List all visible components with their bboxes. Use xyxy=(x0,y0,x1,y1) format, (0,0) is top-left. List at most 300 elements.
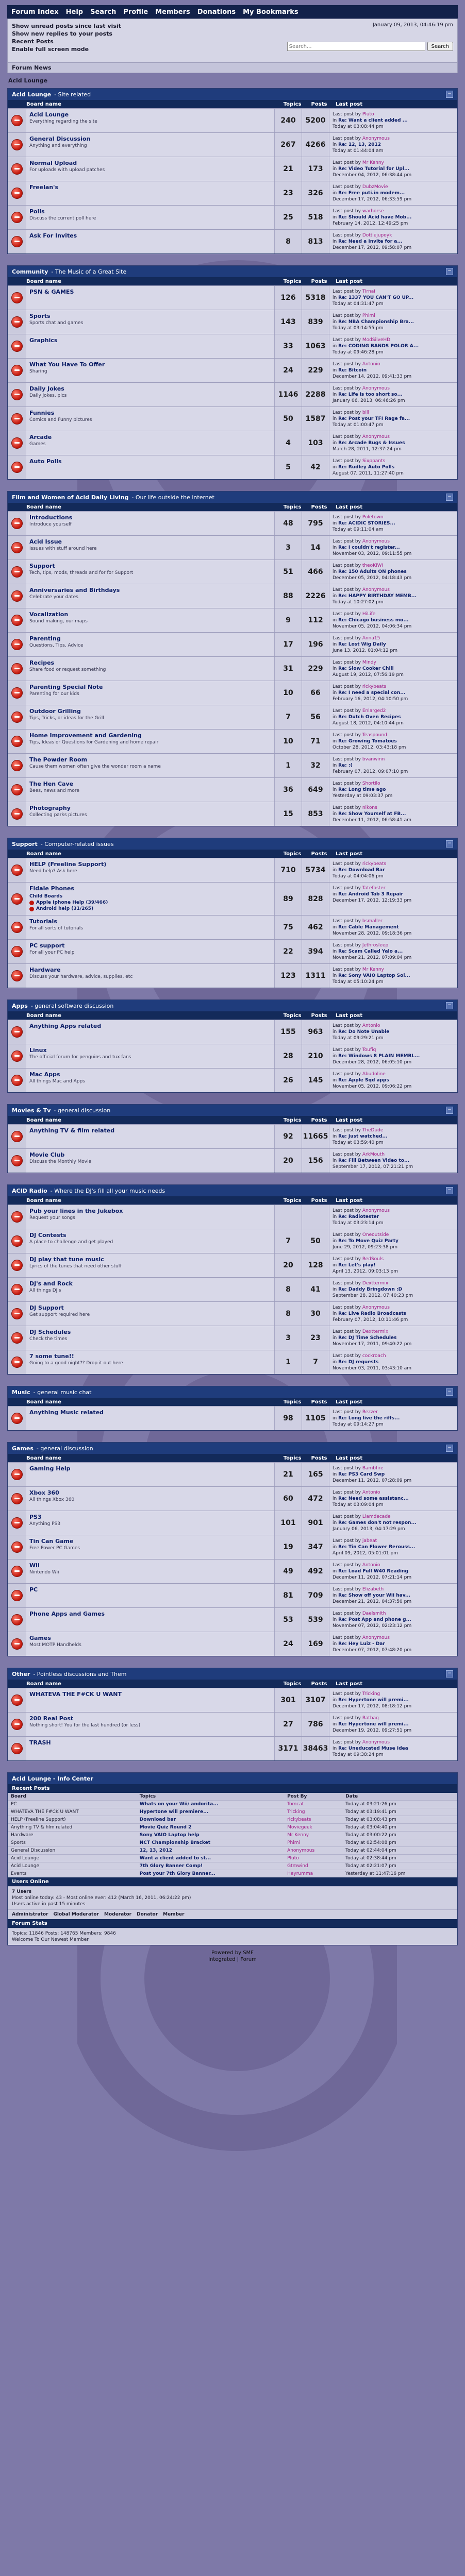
last-post-author[interactable]: Anonymous xyxy=(362,587,390,592)
last-post-subject[interactable] xyxy=(333,343,454,349)
category-name[interactable]: Apps xyxy=(12,1002,28,1009)
board-name-link[interactable]: Acid Issue xyxy=(29,538,62,545)
last-post-author[interactable]: Dexttermix xyxy=(362,1281,389,1286)
last-post-author[interactable]: Toufiq xyxy=(362,1047,376,1053)
last-post-subject[interactable] xyxy=(333,1158,454,1164)
category-header[interactable] xyxy=(8,1386,457,1398)
last-post-title[interactable]: Re: NBA Championship Bra... xyxy=(338,319,414,325)
recent-topic[interactable]: Movie Quiz Round 2 xyxy=(137,1824,284,1832)
board-name-link[interactable]: Outdoor Grilling xyxy=(29,708,81,715)
quick-link[interactable]: Show new replies to your posts xyxy=(12,30,112,37)
board-name-link[interactable]: Ask For Invites xyxy=(29,232,77,239)
board-name-link[interactable]: Wii xyxy=(29,1562,40,1569)
last-post-author[interactable]: ModSilveHD xyxy=(362,337,391,343)
last-post-title[interactable]: Re: DJ Time Schedules xyxy=(338,1335,397,1341)
last-post-author[interactable]: Sixppants xyxy=(362,459,386,464)
board-name-link[interactable]: Tutorials xyxy=(29,918,57,925)
search-button[interactable]: Search xyxy=(427,42,453,51)
board-name-link[interactable]: Arcade xyxy=(29,434,52,440)
last-post-author[interactable]: Elizabeth xyxy=(362,1587,384,1592)
board-status-icon[interactable] xyxy=(11,188,23,199)
board-name-link[interactable]: The Powder Room xyxy=(29,756,88,763)
collapse-icon[interactable]: − xyxy=(446,840,453,848)
last-post-author[interactable]: Oneoutside xyxy=(362,1232,389,1238)
nav-item-forum-index[interactable]: Forum Index xyxy=(11,8,59,16)
last-post-title[interactable]: Re: Fill Between Video to... xyxy=(338,1158,410,1163)
board-name-link[interactable]: Introductions xyxy=(29,514,73,521)
board-status-icon[interactable] xyxy=(11,566,23,578)
last-post-subject[interactable] xyxy=(333,1311,454,1317)
board-status-icon[interactable] xyxy=(11,970,23,981)
last-post-author[interactable]: Tirnai xyxy=(362,289,375,294)
board-status-icon[interactable] xyxy=(11,542,23,553)
recent-board[interactable]: Acid Lounge xyxy=(8,1862,137,1870)
board-status-icon[interactable] xyxy=(11,1050,23,1062)
membergroup-member[interactable]: Member xyxy=(163,1912,185,1917)
last-post-title[interactable]: Re: Cable Management xyxy=(338,925,399,930)
board-status-icon[interactable] xyxy=(11,865,23,876)
category-header[interactable] xyxy=(8,492,457,503)
board-name-link[interactable]: PSN & GAMES xyxy=(29,289,74,295)
last-post-title[interactable]: Re: DJ requests xyxy=(338,1360,379,1365)
last-post-subject[interactable] xyxy=(333,1133,454,1140)
last-post-author[interactable]: Anonymous xyxy=(362,386,390,391)
board-status-icon[interactable] xyxy=(11,922,23,933)
recent-board[interactable]: Anything TV & film related xyxy=(8,1824,137,1832)
last-post-subject[interactable] xyxy=(333,416,454,422)
last-post-author[interactable]: cockroach xyxy=(362,1353,386,1359)
last-post-author[interactable]: Enlarged2 xyxy=(362,708,386,714)
recent-topic[interactable]: Sony VAIO Laptop help xyxy=(137,1832,284,1839)
board-name-link[interactable]: Polls xyxy=(29,208,45,215)
last-post-author[interactable]: Liamdecade xyxy=(362,1514,391,1519)
category-name[interactable]: Acid Lounge xyxy=(12,91,52,98)
last-post-subject[interactable] xyxy=(333,1286,454,1293)
board-name-link[interactable]: Linux xyxy=(29,1047,47,1054)
board-name-link[interactable]: Mac Apps xyxy=(29,1071,60,1078)
last-post-subject[interactable] xyxy=(333,569,454,575)
last-post-title[interactable]: Re: Just watched... xyxy=(338,1134,388,1139)
last-post-subject[interactable] xyxy=(333,1214,454,1220)
recent-board[interactable]: Acid Lounge xyxy=(8,1855,137,1862)
board-name-link[interactable]: Anything Apps related xyxy=(29,1023,102,1029)
board-name-link[interactable]: Recipes xyxy=(29,659,55,666)
last-post-title[interactable]: Re: CODING BANDS POLOR A... xyxy=(338,344,419,349)
last-post-title[interactable]: Re: ACIDIC STORIES... xyxy=(338,521,395,526)
recent-topic[interactable]: Whats on your Wii/ andorita... xyxy=(137,1801,284,1808)
last-post-author[interactable]: warhorse xyxy=(362,209,384,214)
last-post-title[interactable]: Re: Arcade Bugs & Issues xyxy=(338,440,405,446)
board-status-icon[interactable] xyxy=(11,341,23,352)
last-post-title[interactable]: Re: I couldn't register... xyxy=(338,545,400,550)
child-board-link[interactable] xyxy=(29,906,271,911)
last-post-author[interactable]: Shortilo xyxy=(362,781,380,786)
board-status-icon[interactable] xyxy=(11,1493,23,1504)
nav-item-help[interactable]: Help xyxy=(65,8,84,16)
last-post-author[interactable]: Anonymous xyxy=(362,434,390,439)
board-name-link[interactable]: Anything TV & film related xyxy=(29,1127,115,1134)
board-status-icon[interactable] xyxy=(11,1719,23,1730)
category-name[interactable]: ACID Radio xyxy=(12,1187,47,1194)
last-post-subject[interactable] xyxy=(333,1238,454,1244)
last-post-subject[interactable] xyxy=(333,142,454,148)
footer-powered[interactable]: Powered by SMF xyxy=(211,1950,254,1956)
nav-item-my-bookmarks[interactable]: My Bookmarks xyxy=(243,8,298,16)
board-name-link[interactable]: DJ play that tune music xyxy=(29,1256,104,1263)
board-name-link[interactable]: DJ Support xyxy=(29,1304,64,1311)
board-name-link[interactable]: Sports xyxy=(29,313,51,319)
category-header[interactable] xyxy=(8,1668,457,1680)
category-header[interactable] xyxy=(8,838,457,850)
forum-news-bar[interactable]: Forum News xyxy=(7,63,458,73)
recent-topic[interactable]: Want a client added to st... xyxy=(137,1855,284,1862)
category-header[interactable] xyxy=(8,1105,457,1116)
board-status-icon[interactable] xyxy=(11,1743,23,1754)
last-post-title[interactable]: Re: Long time ago xyxy=(338,787,386,792)
board-name-link[interactable]: Xbox 360 xyxy=(29,1489,59,1496)
recent-board[interactable]: Sports xyxy=(8,1839,137,1847)
last-post-title[interactable]: Re: :( xyxy=(338,763,353,768)
last-post-subject[interactable] xyxy=(333,166,454,172)
board-name-link[interactable]: Acid Lounge xyxy=(29,111,69,118)
membergroup-donator[interactable]: Donator xyxy=(137,1912,158,1917)
last-post-author[interactable]: Jethrosleep xyxy=(362,943,389,948)
last-post-author[interactable]: Bambfire xyxy=(362,1466,384,1471)
category-header[interactable] xyxy=(8,1000,457,1011)
last-post-title[interactable]: Re: Hey Luiz - Dar xyxy=(338,1641,385,1647)
last-post-author[interactable]: Abudoline xyxy=(362,1072,386,1077)
last-post-title[interactable]: Re: Android Tab 3 Repair xyxy=(338,892,404,897)
recent-author[interactable]: Pluto xyxy=(284,1855,342,1862)
board-name-link[interactable]: Fidale Phones xyxy=(29,885,74,892)
board-status-icon[interactable] xyxy=(11,1541,23,1553)
footer-links[interactable]: Integrated | Forum xyxy=(208,1957,257,1962)
recent-topic[interactable]: Post your 7th Glory Banner... xyxy=(137,1870,284,1878)
collapse-icon[interactable]: − xyxy=(446,1670,453,1677)
last-post-subject[interactable] xyxy=(333,1471,454,1478)
last-post-subject[interactable] xyxy=(333,1029,454,1035)
last-post-title[interactable]: Re: Rudley Auto Polls xyxy=(338,465,395,470)
board-status-icon[interactable] xyxy=(11,1332,23,1344)
last-post-subject[interactable] xyxy=(333,1415,454,1421)
membergroup-administrator[interactable]: Administrator xyxy=(12,1912,48,1917)
nav-item-search[interactable]: Search xyxy=(90,8,117,16)
board-status-icon[interactable] xyxy=(11,316,23,328)
category-header[interactable] xyxy=(8,89,457,100)
last-post-author[interactable]: Ratbag xyxy=(362,1716,379,1721)
last-post-title[interactable]: Re: Let's play! xyxy=(338,1263,376,1268)
last-post-author[interactable]: Tricking xyxy=(362,1691,380,1697)
last-post-subject[interactable] xyxy=(333,811,454,817)
last-post-title[interactable]: Re: Chicago business mo... xyxy=(338,618,409,623)
board-name-link[interactable]: Parenting Special Note xyxy=(29,684,103,690)
board-name-link[interactable]: Anything Music related xyxy=(29,1409,104,1416)
last-post-author[interactable]: Antonio xyxy=(362,1023,380,1028)
board-name-link[interactable]: PS3 xyxy=(29,1514,42,1520)
last-post-subject[interactable] xyxy=(333,1592,454,1599)
category-name[interactable]: Other xyxy=(12,1670,30,1677)
category-name[interactable]: Support xyxy=(12,840,38,848)
board-name-link[interactable]: Home Improvement and Gardening xyxy=(29,732,142,739)
board-status-icon[interactable] xyxy=(11,1131,23,1142)
last-post-author[interactable]: Tatefaster xyxy=(362,886,386,891)
last-post-subject[interactable] xyxy=(333,520,454,527)
last-post-subject[interactable] xyxy=(333,190,454,196)
last-post-title[interactable]: Re: Life is too short so... xyxy=(338,392,403,397)
last-post-subject[interactable] xyxy=(333,392,454,398)
last-post-author[interactable]: Anonymous xyxy=(362,1305,390,1310)
last-post-author[interactable]: bvanwinn xyxy=(362,757,385,762)
search-input[interactable] xyxy=(287,42,425,51)
collapse-icon[interactable]: − xyxy=(446,1388,453,1396)
last-post-subject[interactable] xyxy=(333,214,454,221)
last-post-author[interactable]: RedSouls xyxy=(362,1257,384,1262)
last-post-subject[interactable] xyxy=(333,367,454,374)
last-post-title[interactable]: Re: Free puti.in modem... xyxy=(338,191,405,196)
board-status-icon[interactable] xyxy=(11,437,23,449)
recent-author[interactable]: rickybeats xyxy=(284,1816,342,1824)
board-status-icon[interactable] xyxy=(11,518,23,529)
board-name-link[interactable]: Anniversaries and Birthdays xyxy=(29,587,120,594)
last-post-title[interactable]: Re: HAPPY BIRTHDAY MEMB... xyxy=(338,594,417,599)
board-name-link[interactable]: Games xyxy=(29,1635,51,1641)
board-name-link[interactable]: Freelan's xyxy=(29,184,59,191)
last-post-title[interactable]: Re: Hypertone will premi... xyxy=(338,1698,409,1703)
board-name-link[interactable]: Pub your lines in the Jukebox xyxy=(29,1208,123,1214)
category-name[interactable]: Games xyxy=(12,1445,34,1452)
board-status-icon[interactable] xyxy=(11,413,23,425)
last-post-subject[interactable] xyxy=(333,1520,454,1526)
board-status-icon[interactable] xyxy=(11,1211,23,1223)
board-name-link[interactable]: PC xyxy=(29,1586,38,1593)
board-status-icon[interactable] xyxy=(11,1694,23,1706)
board-status-icon[interactable] xyxy=(11,808,23,820)
recent-board[interactable]: Events xyxy=(8,1870,137,1878)
last-post-author[interactable]: Anonymous xyxy=(362,136,390,141)
board-status-icon[interactable] xyxy=(11,946,23,957)
last-post-author[interactable]: Phimi xyxy=(362,313,375,318)
last-post-author[interactable]: Poletown xyxy=(362,515,384,520)
nav-item-members[interactable]: Members xyxy=(155,8,190,16)
board-status-icon[interactable] xyxy=(11,365,23,376)
recent-author[interactable]: Tomcat xyxy=(284,1801,342,1808)
board-status-icon[interactable] xyxy=(11,1638,23,1650)
board-status-icon[interactable] xyxy=(11,784,23,795)
last-post-author[interactable]: Daelsmith xyxy=(362,1611,386,1616)
last-post-title[interactable]: Re: Do Note Unable xyxy=(338,1029,390,1035)
last-post-author[interactable]: Dexttermix xyxy=(362,1329,389,1334)
board-status-icon[interactable] xyxy=(11,1566,23,1577)
last-post-title[interactable]: Re: Need some assistanc... xyxy=(338,1496,409,1501)
last-post-subject[interactable] xyxy=(333,1697,454,1703)
board-status-icon[interactable] xyxy=(11,236,23,247)
board-name-link[interactable]: 200 Real Post xyxy=(29,1715,74,1722)
last-post-author[interactable]: HiLife xyxy=(362,612,376,617)
board-name-link[interactable]: WHATEVA THE F#CK U WANT xyxy=(29,1691,122,1698)
last-post-title[interactable]: Re: Sony VAIO Laptop Sol... xyxy=(338,973,410,978)
membergroup-global-moderator[interactable]: Global Moderator xyxy=(53,1912,99,1917)
last-post-title[interactable]: Re: Bitcoin xyxy=(338,368,367,373)
last-post-subject[interactable] xyxy=(333,762,454,769)
last-post-title[interactable]: Re: 12, 13, 2012 xyxy=(338,142,381,147)
last-post-title[interactable]: Re: Post App and phone g... xyxy=(338,1617,411,1622)
last-post-title[interactable]: Re: PS3 Card Swp xyxy=(338,1472,385,1477)
last-post-title[interactable]: Re: Video Tutorial for Upl... xyxy=(338,166,410,172)
last-post-author[interactable]: bsmaller xyxy=(362,919,383,924)
board-status-icon[interactable] xyxy=(11,462,23,473)
board-name-link[interactable]: Movie Club xyxy=(29,1151,65,1158)
last-post-author[interactable]: Anonymous xyxy=(362,1208,390,1213)
last-post-title[interactable]: Re: Radiotester xyxy=(338,1214,379,1219)
recent-board[interactable]: Hardware xyxy=(8,1832,137,1839)
last-post-author[interactable]: Anonymous xyxy=(362,539,390,544)
last-post-subject[interactable] xyxy=(333,464,454,470)
recent-topic[interactable]: 7th Glory Banner Comp! xyxy=(137,1862,284,1870)
last-post-title[interactable]: Re: Tin Can Flower Rerouss... xyxy=(338,1545,416,1550)
board-status-icon[interactable] xyxy=(11,1260,23,1271)
board-status-icon[interactable] xyxy=(11,1155,23,1166)
last-post-subject[interactable] xyxy=(333,1077,454,1083)
last-post-author[interactable]: bill xyxy=(362,410,370,415)
category-name[interactable]: Film and Women of Acid Daily Living xyxy=(12,494,129,501)
board-status-icon[interactable] xyxy=(11,893,23,905)
collapse-icon[interactable]: − xyxy=(446,494,453,501)
last-post-author[interactable]: jabeat xyxy=(362,1538,377,1544)
last-post-author[interactable]: rickybeats xyxy=(362,861,387,867)
last-post-author[interactable]: Anonymous xyxy=(362,1635,390,1640)
membergroup-moderator[interactable]: Moderator xyxy=(104,1912,132,1917)
category-header[interactable] xyxy=(8,1443,457,1454)
board-name-link[interactable]: Phone Apps and Games xyxy=(29,1611,105,1617)
last-post-title[interactable]: Re: 150 Adults ON phones xyxy=(338,569,407,574)
last-post-title[interactable]: Re: Post your TFI Rage fa... xyxy=(338,416,410,421)
recent-author[interactable]: Moviegeek xyxy=(284,1824,342,1832)
board-status-icon[interactable] xyxy=(11,1413,23,1424)
last-post-title[interactable]: Re: Uneducated Muse Idea xyxy=(338,1746,408,1751)
collapse-icon[interactable]: − xyxy=(446,1187,453,1194)
recent-author[interactable]: Tricking xyxy=(284,1808,342,1816)
recent-topic[interactable]: 12, 13, 2012 xyxy=(137,1847,284,1855)
last-post-author[interactable]: DubzMovie xyxy=(362,184,388,190)
last-post-subject[interactable] xyxy=(333,1359,454,1365)
quick-link[interactable]: Recent Posts xyxy=(12,38,54,45)
collapse-icon[interactable]: − xyxy=(446,1445,453,1452)
board-name-link[interactable]: Vocalization xyxy=(29,611,69,618)
quick-link[interactable]: Enable full screen mode xyxy=(12,46,89,53)
last-post-author[interactable]: Rezzer xyxy=(362,1410,378,1415)
last-post-subject[interactable] xyxy=(333,1496,454,1502)
last-post-subject[interactable] xyxy=(333,1721,454,1727)
last-post-subject[interactable] xyxy=(333,295,454,301)
last-post-subject[interactable] xyxy=(333,440,454,446)
collapse-icon[interactable]: − xyxy=(446,268,453,275)
last-post-title[interactable]: Re: To Move Quiz Party xyxy=(338,1239,398,1244)
recent-topic[interactable]: Download bar xyxy=(137,1816,284,1824)
last-post-author[interactable]: Dottiejupoyk xyxy=(362,233,392,238)
board-name-link[interactable]: Gaming Help xyxy=(29,1465,71,1472)
board-name-link[interactable]: 7 some tune!! xyxy=(29,1353,74,1360)
last-post-subject[interactable] xyxy=(333,239,454,245)
last-post-subject[interactable] xyxy=(333,1745,454,1752)
last-post-subject[interactable] xyxy=(333,1335,454,1341)
last-post-title[interactable]: Re: Load Full W40 Reading xyxy=(338,1569,408,1574)
last-post-title[interactable]: Re: Dutch Oven Recipes xyxy=(338,715,401,720)
board-status-icon[interactable] xyxy=(11,212,23,223)
last-post-title[interactable]: Re: Apple Sqd apps xyxy=(338,1078,389,1083)
recent-topic[interactable]: Hypertone will premiere... xyxy=(137,1808,284,1816)
board-status-icon[interactable] xyxy=(11,736,23,747)
last-post-subject[interactable] xyxy=(333,1641,454,1647)
last-post-subject[interactable] xyxy=(333,545,454,551)
board-name-link[interactable]: DJ Schedules xyxy=(29,1329,71,1335)
board-name-link[interactable]: PC support xyxy=(29,942,65,949)
last-post-subject[interactable] xyxy=(333,1617,454,1623)
board-status-icon[interactable] xyxy=(11,115,23,126)
last-post-subject[interactable] xyxy=(333,973,454,979)
recent-author[interactable]: Phimi xyxy=(284,1839,342,1847)
board-status-icon[interactable] xyxy=(11,1284,23,1295)
last-post-author[interactable]: Teaspound xyxy=(362,733,387,738)
recent-board[interactable]: PC xyxy=(8,1801,137,1808)
last-post-title[interactable]: Re: Windows 8 PLAIN MEMBL... xyxy=(338,1054,420,1059)
recent-author[interactable]: Anonymous xyxy=(284,1847,342,1855)
last-post-author[interactable]: Anonymous xyxy=(362,1740,390,1745)
last-post-subject[interactable] xyxy=(333,666,454,672)
last-post-author[interactable]: theoKIWI xyxy=(362,563,384,568)
board-name-link[interactable]: Support xyxy=(29,563,55,569)
board-name-link[interactable]: Parenting xyxy=(29,635,61,642)
board-status-icon[interactable] xyxy=(11,615,23,626)
board-name-link[interactable]: Tin Can Game xyxy=(29,1538,74,1545)
board-status-icon[interactable] xyxy=(11,1469,23,1480)
last-post-subject[interactable] xyxy=(333,714,454,720)
board-name-link[interactable]: General Discussion xyxy=(29,135,91,142)
board-name-link[interactable]: The Hen Cave xyxy=(29,781,74,787)
last-post-title[interactable]: Re: Slow Cooker Chili xyxy=(338,666,394,671)
board-status-icon[interactable] xyxy=(11,1517,23,1529)
last-post-subject[interactable] xyxy=(333,867,454,873)
last-post-title[interactable]: Re: 1337 YOU CAN'T GO UP... xyxy=(338,295,414,300)
last-post-title[interactable]: Re: I need a special con... xyxy=(338,690,406,696)
board-status-icon[interactable] xyxy=(11,389,23,400)
last-post-subject[interactable] xyxy=(333,738,454,744)
collapse-icon[interactable]: − xyxy=(446,1002,453,1009)
category-name[interactable]: Music xyxy=(12,1388,30,1396)
last-post-subject[interactable] xyxy=(333,117,454,124)
last-post-subject[interactable] xyxy=(333,319,454,325)
last-post-subject[interactable] xyxy=(333,948,454,955)
last-post-subject[interactable] xyxy=(333,1568,454,1574)
last-post-subject[interactable] xyxy=(333,924,454,930)
board-name-link[interactable]: Funnies xyxy=(29,410,55,416)
last-post-author[interactable]: Anna15 xyxy=(362,636,380,641)
board-name-link[interactable]: DJ Contests xyxy=(29,1232,67,1239)
recent-author[interactable]: Mr Kenny xyxy=(284,1832,342,1839)
last-post-title[interactable]: Re: Lost Wig Daily xyxy=(338,642,386,647)
last-post-subject[interactable] xyxy=(333,690,454,696)
last-post-subject[interactable] xyxy=(333,1262,454,1268)
recent-author[interactable]: Gtmwind xyxy=(284,1862,342,1870)
board-status-icon[interactable] xyxy=(11,1590,23,1601)
child-board-link[interactable] xyxy=(29,900,271,905)
last-post-title[interactable]: Re: Daddy Bringdown :D xyxy=(338,1287,403,1292)
last-post-title[interactable]: Re: Hypertone will premi... xyxy=(338,1722,409,1727)
board-name-link[interactable]: What You Have To Offer xyxy=(29,361,105,368)
last-post-author[interactable]: ArkMouth xyxy=(362,1152,385,1157)
last-post-title[interactable]: Re: Should Acid have Mob... xyxy=(338,215,412,220)
last-post-author[interactable]: TheDude xyxy=(362,1128,384,1133)
board-name-link[interactable]: HELP (Freeline Support) xyxy=(29,861,107,868)
